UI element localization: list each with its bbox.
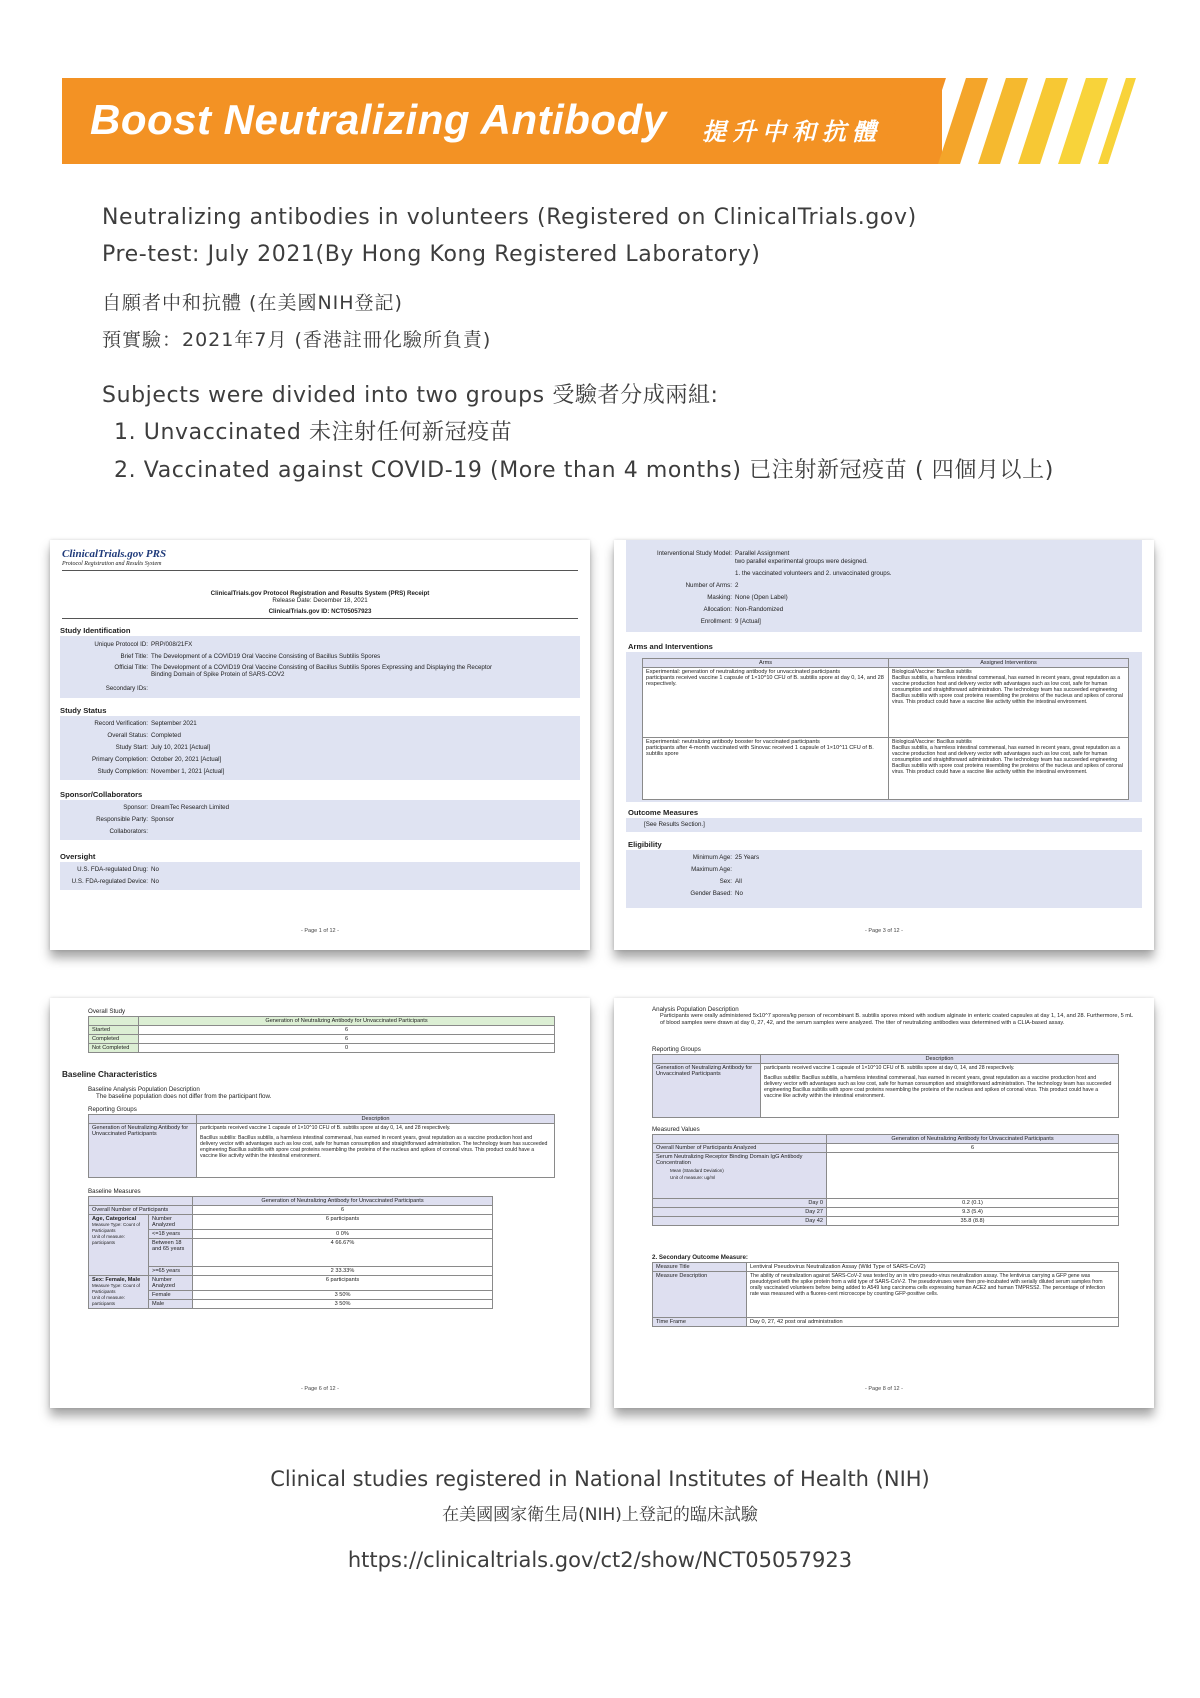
secondary-outcome-heading: 2. Secondary Outcome Measure: <box>652 1254 748 1261</box>
page-footer: - Page 8 of 12 - <box>865 1386 903 1392</box>
measure-type-value: Count of Participants <box>92 1222 140 1233</box>
table-cell: 35.8 (8.8) <box>827 1217 1119 1226</box>
table-cell: 6 <box>139 1035 555 1044</box>
nct-id: ClinicalTrials.gov ID: NCT05057923 <box>268 608 372 615</box>
table-cell: Female <box>149 1291 193 1300</box>
reporting-groups-table <box>88 1114 555 1178</box>
analysis-population-description: Participants were orally administered 5x10^7 spores/kg person of recombinant B. subtilis spores mixed with sodium alginate in enteric coated capsules at day 1, 14, and 28. Furthermore, 5 mL of blood samples were drawn at day 0, 27, 42, and the serum samples were analyzed. The titer of neutralizing antibodies was determined with a CLIA-based assay. <box>660 1013 1133 1026</box>
arms-table <box>642 658 1129 800</box>
section-study-status: Study Status <box>60 706 107 715</box>
table-cell: Overall Number of Participants <box>89 1206 193 1215</box>
table-cell: Completed <box>89 1035 139 1044</box>
table-header: Assigned Interventions <box>889 659 1129 668</box>
groups-heading: Subjects were divided into two groups 受驗者分成兩組: <box>102 383 719 408</box>
unit-value: participants <box>92 1240 116 1245</box>
intro-zh-2: 預實驗：2021年7月 (香港註冊化驗所負責) <box>102 329 492 351</box>
overall-study-label: Overall Study <box>88 1008 126 1015</box>
section-eligibility: Eligibility <box>628 840 662 849</box>
table-cell: 6 <box>827 1144 1119 1153</box>
field-key: U.S. FDA-regulated Device: <box>71 878 148 885</box>
receipt-title: ClinicalTrials.gov Protocol Registration and Results System (PRS) Receipt <box>210 590 430 597</box>
field-value: Sponsor <box>151 816 175 823</box>
measured-values-table <box>652 1134 1119 1226</box>
table-cell: Lentiviral Pseudovirus Neutralization Assay (Wild Type of SARS-CoV2) <box>747 1263 1119 1272</box>
table-header: Generation of Neutralizing Antibody for Unvaccinated Participants <box>193 1197 493 1206</box>
field-value: October 20, 2021 [Actual] <box>151 756 222 763</box>
section-arms: Arms and Interventions <box>628 642 713 651</box>
group-1: 1. Unvaccinated 未注射任何新冠疫苗 <box>114 420 513 445</box>
table-cell: 0 0% <box>193 1230 493 1239</box>
age-categorical-label: Age, Categorical <box>92 1216 137 1222</box>
field-value: two parallel experimental groups were designed. <box>735 558 868 565</box>
field-key: Minimum Age: <box>692 854 732 861</box>
field-value: 1. the vaccinated volunteers and 2. unvaccinated groups. <box>735 570 892 577</box>
serum-label: Serum Neutralizing Receptor Binding Domain IgG Antibody Concentration <box>656 1154 803 1166</box>
field-key: Number of Arms: <box>685 582 732 589</box>
table-header: Arms <box>643 659 889 668</box>
field-key: Enrollment: <box>700 618 732 625</box>
field-value: All <box>735 878 742 885</box>
field-key: Sex: <box>719 878 732 885</box>
reporting-groups-label: Reporting Groups <box>652 1046 701 1053</box>
field-key: Collaborators: <box>109 828 148 835</box>
field-key: Study Start: <box>115 744 148 751</box>
page-footer: - Page 6 of 12 - <box>301 1386 339 1392</box>
field-value: PRP/008/21FX <box>151 641 193 648</box>
field-key: Record Verification: <box>94 720 148 727</box>
table-cell: Between 18 and 65 years <box>149 1239 193 1267</box>
table-cell: 6 participants <box>193 1276 493 1291</box>
divider <box>62 618 578 619</box>
table-cell: Day 27 <box>653 1208 827 1217</box>
field-key: Unique Protocol ID: <box>94 641 148 648</box>
field-key: U.S. FDA-regulated Drug: <box>77 866 148 873</box>
measure-type-label: Measure Type: <box>92 1283 122 1288</box>
table-cell: 6 <box>139 1026 555 1035</box>
table-cell: Number Analyzed <box>149 1276 193 1291</box>
field-key: Primary Completion: <box>91 756 148 763</box>
section-outcome: Outcome Measures <box>628 808 699 817</box>
field-value: Non-Randomized <box>735 606 784 613</box>
intervention-cell: Biological/Vaccine: Bacillus subtilis Bacillus subtilis, a harmless intestinal commensal, has earned in recent years, great reputation as a vaccine production host and delivery vector with advantages such as low cost, safe for human consumption and straightforward administration. The technology team has succeeded engineering Bacillus subtilis with spore coat proteins resembling the proteins of the nucleus and spikes of coronal virus. This product could have a vaccine like activity within the intestinal environment. <box>889 738 1129 800</box>
table-header: Generation of Neutralizing Antibody for Unvaccinated Participants <box>139 1017 555 1026</box>
bottom-caption-en: Clinical studies registered in National Institutes of Health (NIH) <box>270 1467 930 1491</box>
document-page-1 <box>50 540 590 950</box>
field-key: Study Completion: <box>97 768 148 775</box>
table-header: Generation of Neutralizing Antibody for Unvaccinated Participants <box>827 1135 1119 1144</box>
table-cell: Started <box>89 1026 139 1035</box>
table-cell: Number Analyzed <box>149 1215 193 1230</box>
field-value: July 10, 2021 [Actual] <box>151 744 211 751</box>
field-value: No <box>151 866 159 873</box>
document-page-3 <box>614 540 1154 950</box>
banner-stripe <box>1058 78 1108 164</box>
table-cell: 0.2 (0.1) <box>827 1199 1119 1208</box>
banner-stripe <box>938 78 988 164</box>
group-2: 2. Vaccinated against COVID-19 (More than 4 months) 已注射新冠疫苗 ( 四個月以上) <box>114 458 1054 483</box>
release-date: Release Date: December 18, 2021 <box>272 597 368 604</box>
baseline-measures-label: Baseline Measures <box>88 1188 141 1195</box>
section-baseline: Baseline Characteristics <box>62 1070 158 1079</box>
group-name-cell: Generation of Neutralizing Antibody for Unvaccinated Participants <box>653 1064 761 1118</box>
section-sponsor: Sponsor/Collaborators <box>60 790 143 799</box>
table-cell: Measure Description <box>653 1272 747 1318</box>
field-key: Interventional Study Model: <box>657 550 732 557</box>
divider <box>62 570 578 571</box>
group-description-1: participants received vaccine 1 capsule of 1×10^10 CFU of B. subtilis spore at day 0, 14, and 28 respectively. <box>200 1125 451 1131</box>
field-key: Sponsor: <box>123 804 148 811</box>
banner-stripe <box>978 78 1028 164</box>
secondary-outcome-table <box>652 1262 1119 1327</box>
header-banner <box>62 78 1162 164</box>
field-key: Allocation: <box>703 606 732 613</box>
page-footer: - Page 1 of 12 - <box>301 928 339 934</box>
intro-zh-1: 自願者中和抗體 (在美國NIH登記) <box>102 292 403 314</box>
sex-label: Sex: Female, Male <box>92 1277 141 1283</box>
mean-sd-label: Mean (Standard Deviation) <box>670 1168 724 1173</box>
group-description-1: participants received vaccine 1 capsule of 1×10^10 CFU of B. subtilis spore at day 0, 14, and 28 respectively. <box>764 1065 1015 1071</box>
unit-value: participants <box>92 1301 116 1306</box>
page-footer: - Page 3 of 12 - <box>865 928 903 934</box>
table-cell: <=18 years <box>149 1230 193 1239</box>
table-cell: Day 0, 27, 42 post oral administration <box>747 1318 1119 1327</box>
unit-label: Unit of measure: <box>92 1295 126 1300</box>
section-oversight: Oversight <box>60 852 96 861</box>
field-key: Secondary IDs: <box>105 685 148 692</box>
outcome-note: [See Results Section.] <box>644 821 705 828</box>
intervention-cell: Biological/Vaccine: Bacillus subtilis Bacillus subtilis, a harmless intestinal commensal, has earned in recent years, great reputation as a vaccine production host and delivery vector with advantages such as low cost, safe for human consumption and straightforward administration. The technology team has succeeded engineering Bacillus subtilis with spore coat proteins resembling the proteins of the nucleus and spikes of coronal virus. This product could have a vaccine like activity within the intestinal environment. <box>889 668 1129 738</box>
table-cell: 3 50% <box>193 1300 493 1309</box>
field-value: None (Open Label) <box>735 594 788 601</box>
table-cell: >=65 years <box>149 1267 193 1276</box>
field-key: Overall Status: <box>107 732 148 739</box>
banner-title: Boost Neutralizing Antibody <box>90 96 667 143</box>
field-value: The Development of a COVID19 Oral Vaccine Consisting of Bacillus Subtilis Spores Expressing and Displaying the Receptor <box>151 664 493 671</box>
document-page-6 <box>50 998 590 1408</box>
table-cell: Not Completed <box>89 1044 139 1053</box>
table-cell: 0 <box>139 1044 555 1053</box>
reporting-groups-label: Reporting Groups <box>88 1106 137 1113</box>
section-study-identification: Study Identification <box>60 626 131 635</box>
table-cell: The ability of neutralization against SARS-CoV-2 was tested by an in vitro pseudo-virus neutralization assay. The lentivirus carrying a GFP gene was pseudotyped with the spike protein from a wild type of SARS-CoV-2. The pseudoviruses were then pre-incubated with serially diluted serum samples from orally vaccinated volunteers before being added to A549 lung carcinoma cells expressing human ACE2 and human TMPRSS2. The percentage of infection rate was measured with a fluores-cent microscope by counting GFP-positive cells. <box>747 1272 1119 1318</box>
group-description-2: Bacillus subtilis: Bacillus subtilis, a harmless intestinal commensal, has earned in recent years, great reputation as a vaccine production host and delivery vector with advantages such as low cost, safe for human consumption and straightforward administration. The technology team has succeeded engineering Bacillus subtilis with spore coat proteins resembling the proteins of the nucleus and spikes of coronal virus. This product could have a vaccine like activity within the intestinal environment. <box>200 1135 548 1159</box>
group-description-2: Bacillus subtilis: Bacillus subtilis, a harmless intestinal commensal, has earned in recent years, great reputation as a vaccine production host and delivery vector with advantages such as low cost, safe for human consumption and straightforward administration. The technology team has succeeded engineering Bacillus subtilis with spore coat proteins resembling the proteins of the nucleus and spikes of coronal virus. This product could have a vaccine like activity within the intestinal environment. <box>764 1075 1112 1099</box>
table-cell: Overall Number of Participants Analyzed <box>653 1144 827 1153</box>
flow-table <box>88 1016 555 1053</box>
field-value: 25 Years <box>735 854 760 861</box>
field-key: Responsible Party: <box>96 816 148 823</box>
field-value: The Development of a COVID19 Oral Vaccine Consisting of Bacillus Subtilis Spores <box>151 653 381 660</box>
field-key: Official Title: <box>114 664 148 671</box>
table-cell: Day 42 <box>653 1217 827 1226</box>
baseline-measures-table <box>88 1196 493 1309</box>
measure-type-label: Measure Type: <box>92 1222 122 1227</box>
prs-logo-sub: Protocol Registration and Results System <box>62 561 162 567</box>
registry-url[interactable]: https://clinicaltrials.gov/ct2/show/NCT05057923 <box>347 1548 853 1572</box>
field-value: November 1, 2021 [Actual] <box>151 768 225 775</box>
unit-label: Unit of measure: ug/ml <box>670 1175 716 1180</box>
banner-subtitle: 提升中和抗體 <box>702 118 882 146</box>
group-name-cell: Generation of Neutralizing Antibody for Unvaccinated Participants <box>89 1124 197 1178</box>
field-key: Maximum Age: <box>691 866 732 873</box>
prs-logo: ClinicalTrials.gov PRS <box>62 548 167 560</box>
field-value: Completed <box>151 732 181 739</box>
field-value: No <box>735 890 743 897</box>
table-cell: 9.3 (5.4) <box>827 1208 1119 1217</box>
table-header: Description <box>761 1055 1119 1064</box>
measure-type-value: Count of Participants <box>92 1283 140 1294</box>
table-cell: 3 50% <box>193 1291 493 1300</box>
table-cell: 6 participants <box>193 1215 493 1230</box>
banner-stripe <box>1018 78 1068 164</box>
field-value: No <box>151 878 159 885</box>
field-value: DreamTec Research Limited <box>151 804 230 811</box>
population-description: The baseline population does not differ from the participant flow. <box>96 1093 272 1100</box>
arm-cell: Experimental: generation of neutralizing antibody for unvaccinated participants participants received vaccine 1 capsule of 1×10^10 CFU of B. subtilis spore at day 0, 14, and 28 respectively. <box>643 668 889 738</box>
intro-line-2: Pre-test: July 2021(By Hong Kong Registered Laboratory) <box>102 242 761 267</box>
intro-line-1: Neutralizing antibodies in volunteers (Registered on ClinicalTrials.gov) <box>102 205 917 230</box>
table-cell: 2 33.33% <box>193 1267 493 1276</box>
field-value: 9 [Actual] <box>735 618 761 625</box>
table-cell: 6 <box>193 1206 493 1215</box>
field-key: Brief Title: <box>120 653 148 660</box>
table-cell: Day 0 <box>653 1199 827 1208</box>
field-value: September 2021 <box>151 720 197 727</box>
field-value: Binding Domain of Spike Protein of SARS-COV2 <box>151 671 285 678</box>
table-cell: Male <box>149 1300 193 1309</box>
table-cell: Measure Title <box>653 1263 747 1272</box>
table-cell: Time Frame <box>653 1318 747 1327</box>
field-value: Parallel Assignment <box>735 550 790 557</box>
table-header: Description <box>197 1115 555 1124</box>
unit-label: Unit of measure: <box>92 1234 126 1239</box>
analysis-population-label: Analysis Population Description <box>652 1006 739 1013</box>
arm-cell: Experimental: neutralizing antibody booster for vaccinated participants participants after 4-month vaccinated with Sinovac received 1 capsule of 1×10^11 CFU of B. subtilis spore <box>643 738 889 800</box>
table-cell: 4 66.67% <box>193 1239 493 1267</box>
population-description-label: Baseline Analysis Population Description <box>88 1086 200 1093</box>
field-key: Masking: <box>707 594 732 601</box>
measured-values-label: Measured Values <box>652 1126 700 1133</box>
bottom-caption-zh: 在美國國家衛生局(NIH)上登記的臨床試驗 <box>442 1505 758 1525</box>
reporting-groups-table <box>652 1054 1119 1118</box>
field-value: 2 <box>735 582 739 589</box>
field-key: Gender Based: <box>690 890 732 897</box>
document-page-8 <box>614 998 1154 1408</box>
